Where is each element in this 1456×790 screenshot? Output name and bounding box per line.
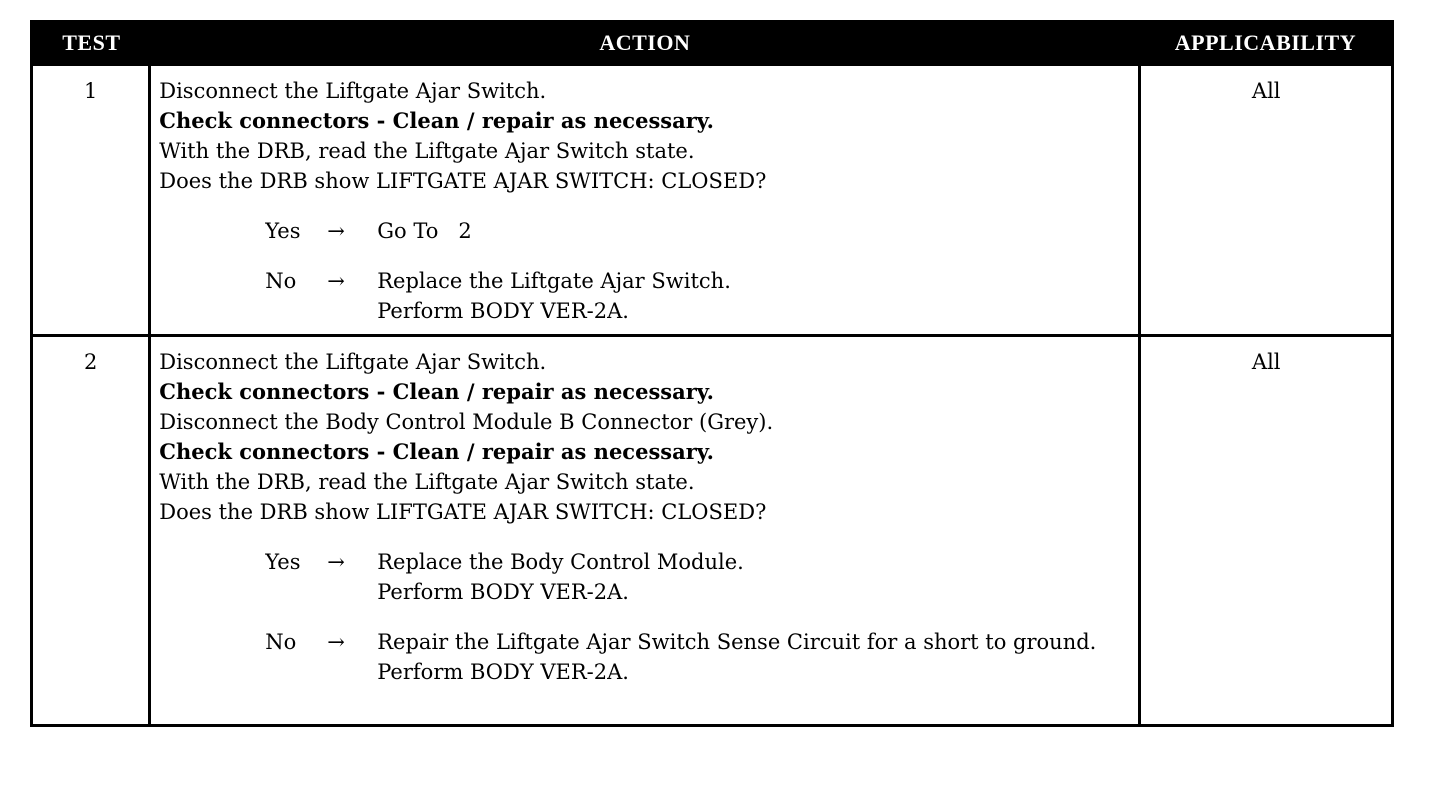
outcome-line: Perform BODY VER-2A. xyxy=(377,299,629,323)
outcome-no xyxy=(159,266,1132,326)
diagnostic-test-table xyxy=(30,20,1394,727)
right-arrow-icon: → xyxy=(327,269,345,293)
header-row xyxy=(32,22,1393,65)
right-arrow-icon: → xyxy=(327,630,345,654)
outcome-answer: No xyxy=(265,269,297,293)
action-cell xyxy=(150,65,1140,336)
action-step: Disconnect the Liftgate Ajar Switch. xyxy=(159,350,547,374)
table-row xyxy=(32,65,1393,336)
test-number: 2 xyxy=(32,336,150,726)
action-step: Does the DRB show LIFTGATE AJAR SWITCH: CLOSED? xyxy=(159,169,767,193)
outcome-line: Perform BODY VER-2A. xyxy=(377,580,629,604)
outcome-line: Go To 2 xyxy=(377,219,472,243)
outcome-yes xyxy=(159,547,1132,607)
header-applicability: APPLICABILITY xyxy=(1140,22,1393,65)
outcome-result xyxy=(377,627,1132,687)
outcome-result xyxy=(377,547,1132,607)
outcome-answer: No xyxy=(265,630,297,654)
action-step: Does the DRB show LIFTGATE AJAR SWITCH: CLOSED? xyxy=(159,500,767,524)
outcome-answer: Yes xyxy=(265,219,301,243)
right-arrow-icon: → xyxy=(327,219,345,243)
action-steps xyxy=(159,76,1132,196)
outcome-result xyxy=(377,266,1132,326)
outcome-no xyxy=(159,627,1132,687)
outcome-line: Perform BODY VER-2A. xyxy=(377,660,629,684)
action-step-bold: Check connectors - Clean / repair as necessary. xyxy=(159,439,714,464)
outcome-yes xyxy=(159,216,1132,246)
outcome-line: Replace the Liftgate Ajar Switch. xyxy=(377,269,731,293)
test-number: 1 xyxy=(32,65,150,336)
action-step-bold: Check connectors - Clean / repair as necessary. xyxy=(159,379,714,404)
table-row xyxy=(32,336,1393,726)
action-step-bold: Check connectors - Clean / repair as necessary. xyxy=(159,108,714,133)
outcome-answer: Yes xyxy=(265,550,301,574)
applicability-cell: All xyxy=(1140,65,1393,336)
action-cell xyxy=(150,336,1140,726)
outcome-line: Repair the Liftgate Ajar Switch Sense Circuit for a short to ground. xyxy=(377,630,1097,654)
action-steps xyxy=(159,347,1132,527)
action-step: With the DRB, read the Liftgate Ajar Switch state. xyxy=(159,139,695,163)
action-step: Disconnect the Body Control Module B Connector (Grey). xyxy=(159,410,774,434)
outcome-result xyxy=(377,216,1132,246)
outcome-line: Replace the Body Control Module. xyxy=(377,550,744,574)
right-arrow-icon: → xyxy=(327,550,345,574)
action-step: Disconnect the Liftgate Ajar Switch. xyxy=(159,79,547,103)
header-action: ACTION xyxy=(150,22,1140,65)
applicability-cell: All xyxy=(1140,336,1393,726)
action-step: With the DRB, read the Liftgate Ajar Switch state. xyxy=(159,470,695,494)
header-test: TEST xyxy=(32,22,150,65)
